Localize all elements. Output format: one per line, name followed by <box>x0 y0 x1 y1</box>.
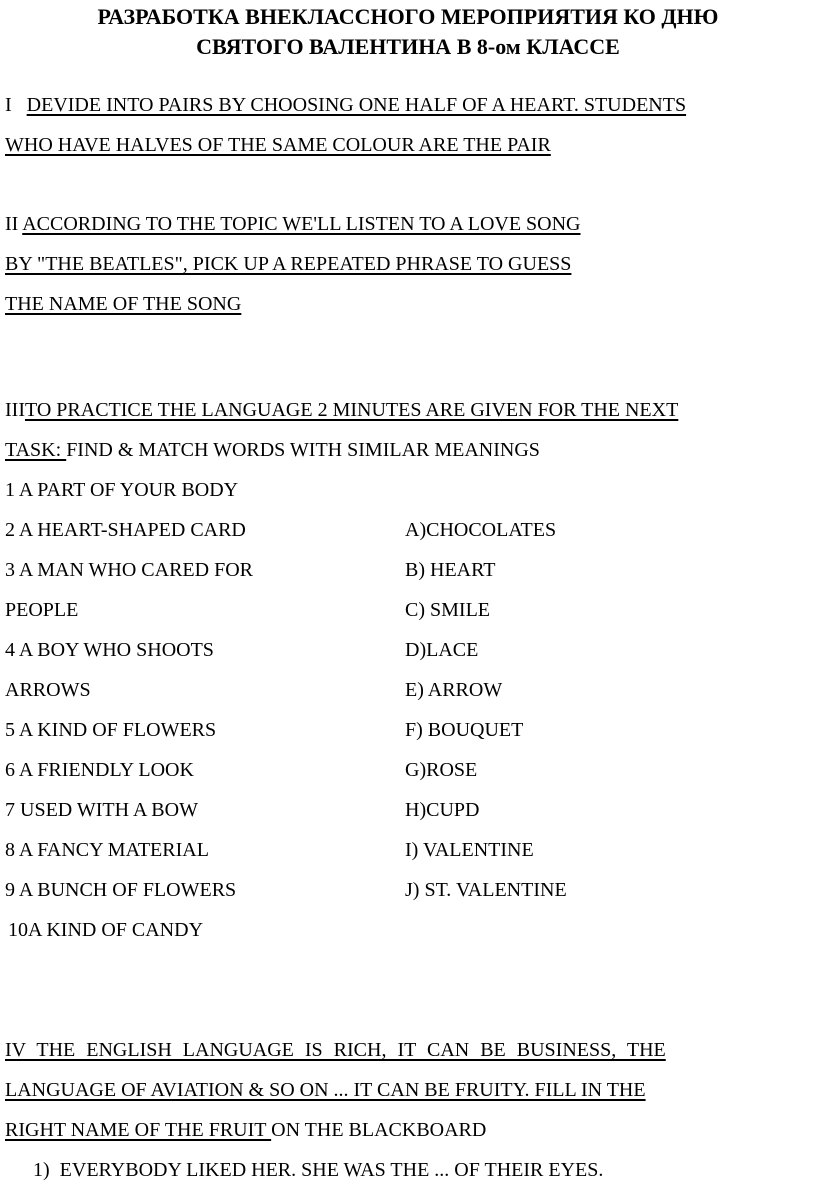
section-4-line-2: LANGUAGE OF AVIATION & SO ON ... IT CAN BE FRUITY. FILL IN THE <box>5 1079 646 1101</box>
match-right-item: G)ROSE <box>405 759 478 781</box>
section-4-line-1: IV THE ENGLISH LANGUAGE IS RICH, IT CAN BE BUSINESS, THE <box>5 1039 666 1061</box>
title-line-2: СВЯТОГО ВАЛЕНТИНА В 8-ом КЛАССЕ <box>196 34 620 59</box>
section-2-number: II <box>5 213 19 235</box>
match-left-item: 6 A FRIENDLY LOOK <box>5 759 194 781</box>
section-1-line-2: WHO HAVE HALVES OF THE SAME COLOUR ARE THE PAIR <box>5 134 551 156</box>
section-1-line-1 <box>5 93 686 117</box>
match-right-item: J) ST. VALENTINE <box>405 879 567 901</box>
section-3-task-text: FIND & MATCH WORDS WITH SIMILAR MEANINGS <box>66 439 540 461</box>
match-left-item: 9 A BUNCH OF FLOWERS <box>5 879 237 901</box>
question-1-text: EVERYBODY LIKED HER. SHE WAS THE ... OF THEIR EYES. <box>59 1159 604 1181</box>
match-right-item: H)CUPD <box>405 799 480 821</box>
question-1 <box>33 1158 603 1182</box>
section-4-text-underlined: RIGHT NAME OF THE FRUIT <box>5 1119 272 1141</box>
section-3-line-1 <box>5 398 678 422</box>
match-right-item: E) ARROW <box>405 679 503 701</box>
match-right-item: D)LACE <box>405 639 479 661</box>
match-left-item: 4 A BOY WHO SHOOTS <box>5 639 214 661</box>
section-4-line-3 <box>5 1118 486 1142</box>
match-left-item: 1 A PART OF YOUR BODY <box>5 479 239 501</box>
section-3-task-label: TASK: <box>5 439 67 461</box>
section-2-line-3: THE NAME OF THE SONG <box>5 293 242 315</box>
match-left-item: 8 A FANCY MATERIAL <box>5 839 209 861</box>
match-left-item: ARROWS <box>5 679 91 701</box>
match-right-item: I) VALENTINE <box>405 839 534 861</box>
match-right-item: B) HEART <box>405 559 496 581</box>
section-2-text-1: ACCORDING TO THE TOPIC WE'LL LISTEN TO A LOVE SONG <box>22 213 581 235</box>
section-1-text-1: DEVIDE INTO PAIRS BY CHOOSING ONE HALF OF A HEART. STUDENTS <box>26 94 687 116</box>
match-left-item: PEOPLE <box>5 599 79 621</box>
match-left-item: 5 A KIND OF FLOWERS <box>5 719 217 741</box>
question-1-number: 1) <box>33 1159 50 1181</box>
section-3-number: III <box>5 399 25 421</box>
section-3-line-2 <box>5 438 540 462</box>
section-4-text-rest: ON THE BLACKBOARD <box>271 1119 487 1141</box>
section-3-text-1: TO PRACTICE THE LANGUAGE 2 MINUTES ARE GIVEN FOR THE NEXT <box>24 399 679 421</box>
match-left-item: 2 A HEART-SHAPED CARD <box>5 519 246 541</box>
match-right-item: A)CHOCOLATES <box>405 519 557 541</box>
section-2-line-1 <box>5 212 581 236</box>
match-left-item: 7 USED WITH A BOW <box>5 799 198 821</box>
title-line-1: РАЗРАБОТКА ВНЕКЛАССНОГО МЕРОПРИЯТИЯ КО ДНЮ <box>97 4 719 29</box>
section-2-line-2: BY "THE BEATLES", PICK UP A REPEATED PHRASE TO GUESS <box>5 253 572 275</box>
match-right-item: F) BOUQUET <box>405 719 524 741</box>
match-left-item: 3 A MAN WHO CARED FOR <box>5 559 253 581</box>
match-right-item: C) SMILE <box>405 599 490 621</box>
section-1-number: I <box>5 94 12 116</box>
match-left-item: 10A KIND OF CANDY <box>8 919 204 941</box>
